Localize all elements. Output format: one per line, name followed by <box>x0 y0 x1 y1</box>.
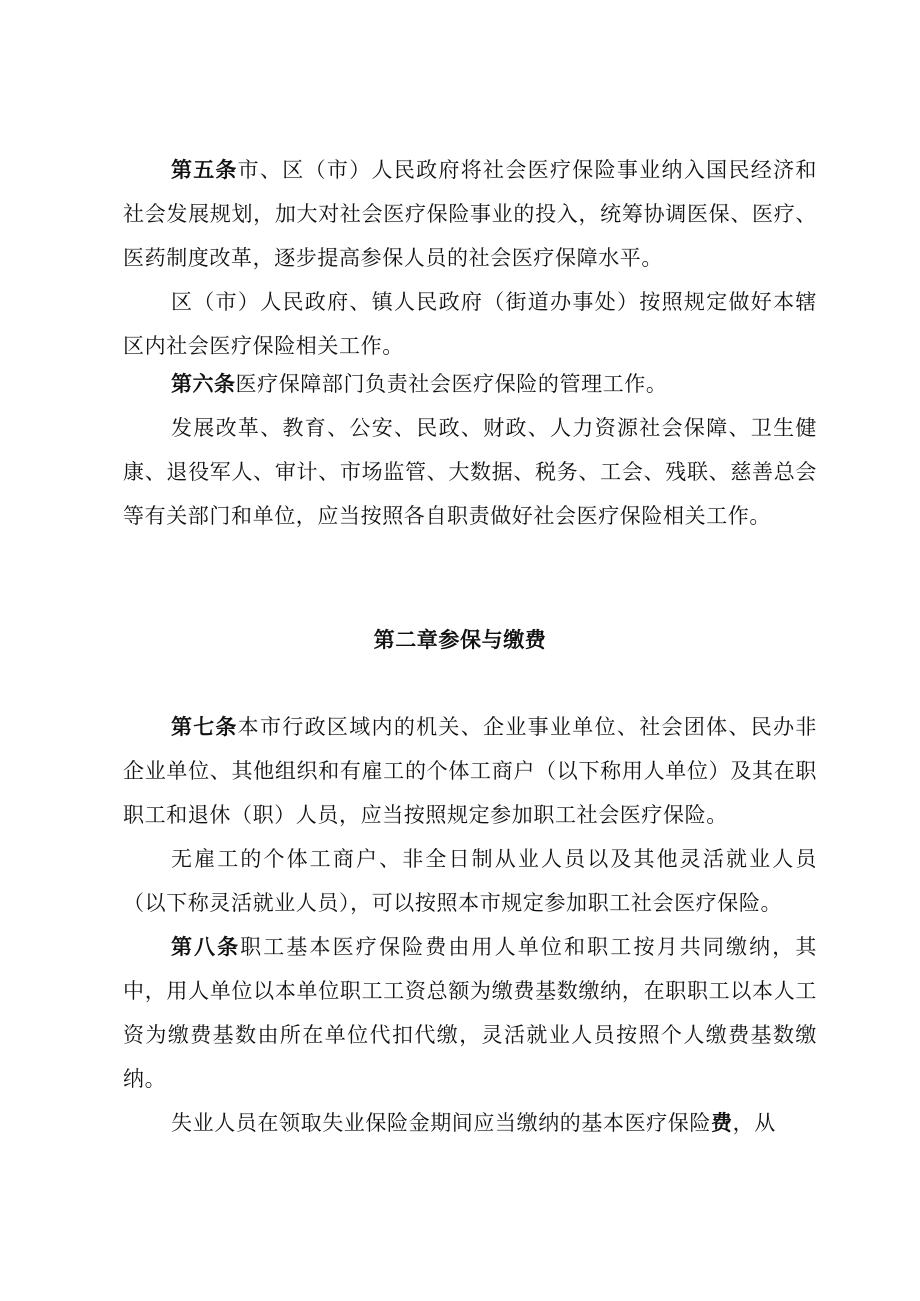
article-7-number: 第七条 <box>171 715 238 739</box>
article-7-paragraph <box>123 705 817 837</box>
article-8-text-2a: 失业人员在领取失业保险金期间应当缴纳的基本医疗保险 <box>171 1111 711 1135</box>
article-6-paragraph <box>123 362 817 406</box>
article-8-text-2b: ，从 <box>732 1111 776 1135</box>
article-8-paragraph <box>123 925 817 1101</box>
article-6-text-2: 发展改革、教育、公安、民政、财政、人力资源社会保障、卫生健康、退役军人、审计、市场监管、大数据、税务、工会、残联、慈善总会等有关部门和单位，应当按照各自职责做好社会医疗保险相关工作。 <box>123 416 817 528</box>
article-5-paragraph-2 <box>123 280 817 368</box>
article-5-paragraph <box>123 148 817 280</box>
article-5-text-2: 区（市）人民政府、镇人民政府（街道办事处）按照规定做好本辖区内社会医疗保险相关工作。 <box>123 290 817 358</box>
article-8-paragraph-2 <box>123 1101 817 1145</box>
chapter-title: 第二章参保与缴费 <box>373 628 547 652</box>
article-7-text-2: 无雇工的个体工商户、非全日制从业人员以及其他灵活就业人员（以下称灵活就业人员），可以按照本市规定参加职工社会医疗保险。 <box>123 847 817 915</box>
article-5-number: 第五条 <box>171 158 238 182</box>
article-5-text: 市、区（市）人民政府将社会医疗保险事业纳入国民经济和社会发展规划，加大对社会医疗保险事业的投入，统筹协调医保、医疗、医药制度改革，逐步提高参保人员的社会医疗保障水平。 <box>123 158 817 270</box>
article-8-number: 第八条 <box>171 935 241 959</box>
article-6-paragraph-2 <box>123 406 817 538</box>
article-6-number: 第六条 <box>171 372 236 396</box>
article-7-text: 本市行政区域内的机关、企业事业单位、社会团体、民办非企业单位、其他组织和有雇工的个体工商户（以下称用人单位）及其在职职工和退休（职）人员，应当按照规定参加职工社会医疗保险。 <box>123 715 817 827</box>
article-7-paragraph-2 <box>123 837 817 925</box>
article-8-text-2-bold: 费 <box>711 1111 733 1135</box>
article-8-text: 职工基本医疗保险费由用人单位和职工按月共同缴纳，其中，用人单位以本单位职工工资总额为缴费基数缴纳，在职职工以本人工资为缴费基数由所在单位代扣代缴，灵活就业人员按照个人缴费基数缴纳。 <box>123 935 818 1091</box>
article-6-text: 医疗保障部门负责社会医疗保险的管理工作。 <box>235 372 668 396</box>
